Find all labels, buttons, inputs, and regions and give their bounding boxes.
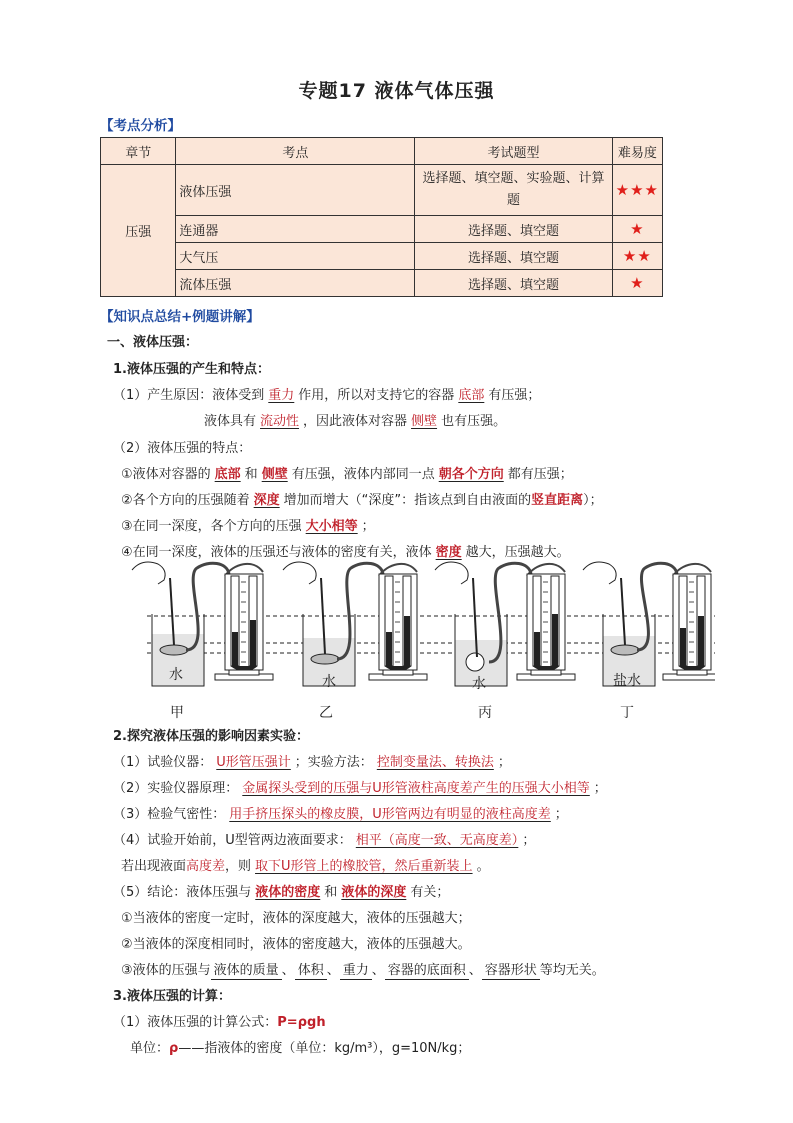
topic-cell: 液体压强 (176, 165, 415, 216)
section-summary: 【知识点总结+例题讲解】 (100, 309, 260, 325)
liquid-label: 水 (472, 676, 486, 692)
types-cell: 选择题、填空题、实验题、计算题 (415, 165, 612, 216)
pressure-gauge-figure (125, 556, 715, 724)
feature-3: ③在同一深度，各个方向的压强 大小相等 ； (121, 519, 375, 534)
liquid-label: 水 (322, 674, 336, 690)
table-row (101, 243, 663, 270)
feature-1: ①液体对容器的 底部 和 侧壁 有压强，液体内部同一点 朝各个方向 都有压强； (121, 467, 573, 482)
exp-line-4: （4）试验开始前，U型管两边液面要求： 相平（高度一致、无高度差） ； (113, 833, 536, 848)
types-cell: 选择题、填空题 (415, 216, 612, 243)
difficulty-stars: ★★★ (612, 165, 662, 216)
conclusion-3: ③液体的压强与 液体的质量 、 体积 、 重力 、 容器的底面积 、 容器形状 等均无关。 (121, 963, 605, 978)
exp-line-5: 若出现液面高度差，则 取下U形管上的橡胶管，然后重新装上 。 (121, 859, 490, 874)
topic-cell: 流体压强 (176, 270, 415, 297)
liquid-label: 水 (169, 667, 183, 683)
table-header: 难易度 (612, 138, 662, 165)
conclusion-2: ②当液体的深度相同时，液体的密度越大，液体的压强越大。 (121, 937, 471, 952)
topic-cell: 大气压 (176, 243, 415, 270)
difficulty-stars: ★★ (612, 243, 662, 270)
conclusion-1: ①当液体的密度一定时，液体的深度越大，液体的压强越大； (121, 911, 471, 926)
table-header: 考点 (176, 138, 415, 165)
figure-label-jia: 甲 (170, 705, 184, 721)
table-row (101, 270, 663, 297)
table-header-row (101, 138, 663, 165)
heading-liquid-pressure: 一、液体压强： (107, 335, 199, 350)
topic-cell: 连通器 (176, 216, 415, 243)
exp-line-3: （3）检验气密性： 用手挤压探头的橡皮膜，U形管两边有明显的液柱高度差 ； (113, 807, 568, 822)
gauge-unit (283, 562, 427, 686)
types-cell: 选择题、填空题 (415, 270, 612, 297)
calc-line-2: 单位：ρ——指液体的密度（单位：kg/m³），g=10N/kg； (130, 1041, 471, 1056)
topic-table (100, 137, 663, 297)
types-cell: 选择题、填空题 (415, 243, 612, 270)
gauge-unit (583, 562, 715, 686)
liquid-label: 盐水 (613, 673, 641, 689)
cause-line-2: 液体具有 流动性 ，因此液体对容器 侧壁 也有压强。 (204, 414, 507, 429)
table-row (101, 216, 663, 243)
gauge-unit (132, 562, 273, 686)
feature-4: ④在同一深度，液体的压强还与液体的密度有关，液体 密度 越大，压强越大。 (121, 545, 570, 560)
figure-label-ding: 丁 (620, 705, 634, 721)
heading-calculation: 3.液体压强的计算： (113, 989, 231, 1004)
gauge-unit (435, 562, 575, 686)
table-header: 考试题型 (415, 138, 612, 165)
exp-line-2: （2）实验仪器原理： 金属探头受到的压强与U形管液柱高度差产生的压强大小相等 ； (113, 781, 607, 796)
table-header: 章节 (101, 138, 176, 165)
exp-line-1: （1）试验仪器： U形管压强计 ；实验方法： 控制变量法、转换法 ； (113, 755, 511, 770)
features-head: （2）液体压强的特点： (113, 441, 252, 456)
figure-label-yi: 乙 (319, 705, 333, 721)
calc-line-1: （1）液体压强的计算公式：P=ρgh (113, 1015, 326, 1030)
feature-2: ②各个方向的压强随着 深度 增加而增大（“深度”：指该点到自由液面的竖直距离）； (121, 493, 603, 508)
heading-origin-features: 1.液体压强的产生和特点： (113, 362, 270, 377)
table-row (101, 165, 663, 216)
figure-label-bing: 丙 (478, 705, 492, 721)
difficulty-stars: ★ (612, 216, 662, 243)
chapter-cell: 压强 (101, 165, 176, 297)
cause-line-1: （1）产生原因：液体受到 重力 作用，所以对支持它的容器 底部 有压强； (113, 388, 541, 403)
difficulty-stars: ★ (612, 270, 662, 297)
heading-experiment: 2.探究液体压强的影响因素实验： (113, 729, 309, 744)
section-kaodian: 【考点分析】 (100, 118, 181, 134)
page-title: 专题17 液体气体压强 (298, 80, 495, 102)
exp-line-6: （5）结论：液体压强与 液体的密度 和 液体的深度 有关； (113, 885, 450, 900)
gauge-illustration (125, 556, 715, 724)
